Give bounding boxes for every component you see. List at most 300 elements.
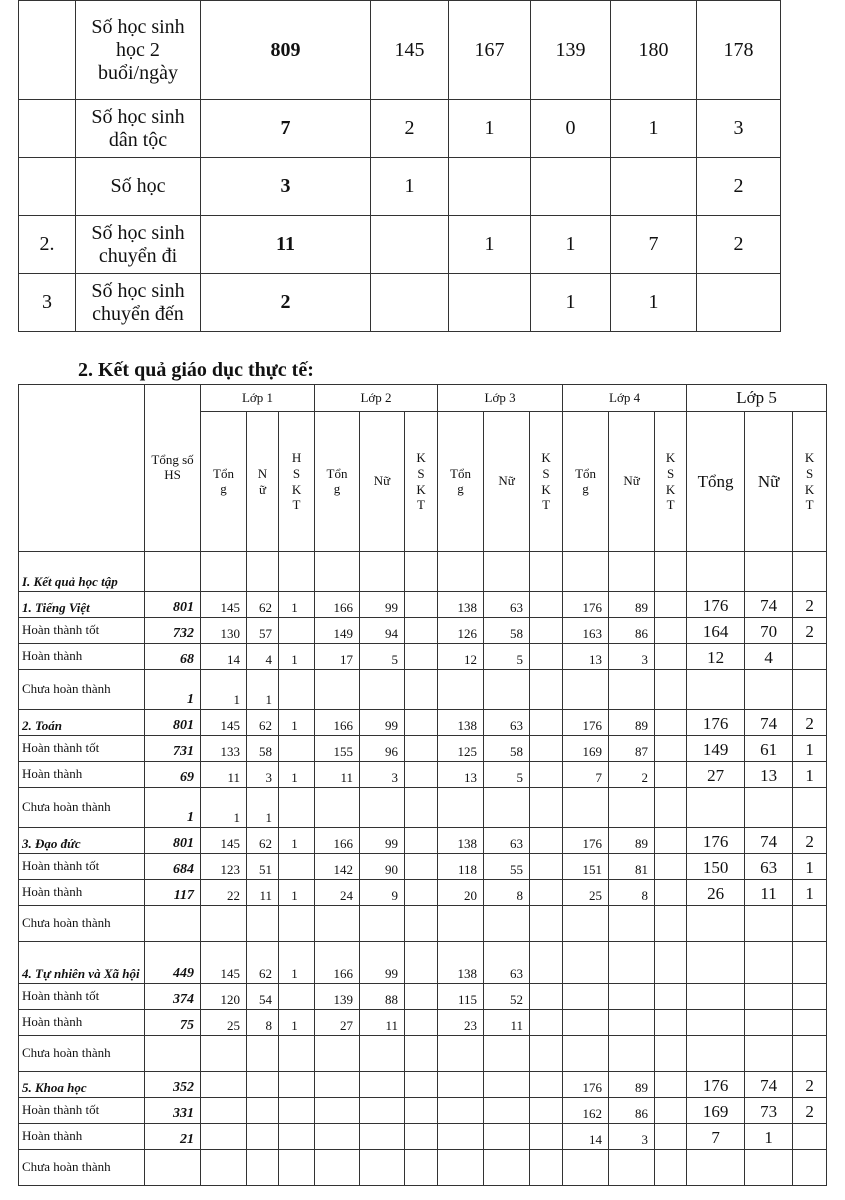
value-cell: 51: [247, 854, 279, 880]
value-cell: [563, 1150, 609, 1186]
grade-3-header: Lớp 3: [438, 385, 563, 412]
value-cell: 145: [201, 828, 247, 854]
subheader-cell: Nữ: [484, 412, 530, 552]
grade-value-cell: [449, 274, 531, 332]
value-cell: 176: [687, 592, 745, 618]
value-cell: 63: [484, 592, 530, 618]
subheader-cell: Nữ: [360, 412, 405, 552]
total-cell: 352: [145, 1072, 201, 1098]
value-cell: [405, 788, 438, 828]
value-cell: 62: [247, 592, 279, 618]
value-cell: [793, 552, 827, 592]
value-cell: [655, 880, 687, 906]
value-cell: [655, 906, 687, 942]
value-cell: 86: [609, 1098, 655, 1124]
row-label-cell: Hoàn thành: [19, 880, 145, 906]
value-cell: [315, 1036, 360, 1072]
value-cell: 58: [484, 618, 530, 644]
value-cell: [438, 1124, 484, 1150]
value-cell: 151: [563, 854, 609, 880]
value-cell: [530, 736, 563, 762]
value-cell: 13: [745, 762, 793, 788]
value-cell: 138: [438, 942, 484, 984]
value-cell: 120: [201, 984, 247, 1010]
value-cell: [247, 1150, 279, 1186]
value-cell: [655, 788, 687, 828]
value-cell: [530, 1124, 563, 1150]
total-cell: [145, 906, 201, 942]
value-cell: [438, 1098, 484, 1124]
value-cell: 27: [687, 762, 745, 788]
grade-1-header: Lớp 1: [201, 385, 315, 412]
value-cell: 11: [247, 880, 279, 906]
value-cell: [793, 670, 827, 710]
value-cell: [315, 1072, 360, 1098]
value-cell: [745, 942, 793, 984]
table-row: [19, 670, 827, 710]
table-row: [19, 942, 827, 984]
grade-4-header: Lớp 4: [563, 385, 687, 412]
table-row: [19, 1098, 827, 1124]
value-cell: [279, 1124, 315, 1150]
table-row: [19, 644, 827, 670]
value-cell: 63: [484, 710, 530, 736]
value-cell: 115: [438, 984, 484, 1010]
total-cell: [145, 552, 201, 592]
total-cell: 117: [145, 880, 201, 906]
total-cell: 449: [145, 942, 201, 984]
total-cell: 69: [145, 762, 201, 788]
grade-value-cell: [611, 158, 697, 216]
value-cell: [247, 1124, 279, 1150]
value-cell: 149: [687, 736, 745, 762]
education-results-table: [18, 384, 827, 1186]
row-number-cell: 3: [19, 274, 76, 332]
value-cell: [530, 828, 563, 854]
subheader-cell: H S K T: [279, 412, 315, 552]
table-row: [19, 1124, 827, 1150]
value-cell: [247, 1036, 279, 1072]
row-label-cell: I. Kết quả học tập: [19, 552, 145, 592]
value-cell: 27: [315, 1010, 360, 1036]
value-cell: 13: [563, 644, 609, 670]
row-number-cell: 2.: [19, 216, 76, 274]
value-cell: [360, 1098, 405, 1124]
value-cell: [655, 1150, 687, 1186]
value-cell: [360, 552, 405, 592]
value-cell: 1: [279, 762, 315, 788]
value-cell: 11: [315, 762, 360, 788]
value-cell: [745, 1010, 793, 1036]
value-cell: [438, 1150, 484, 1186]
value-cell: [405, 592, 438, 618]
value-cell: 2: [793, 1098, 827, 1124]
total-cell: 731: [145, 736, 201, 762]
row-label-cell: Hoàn thành: [19, 1124, 145, 1150]
value-cell: 1: [793, 762, 827, 788]
value-cell: 2: [793, 828, 827, 854]
value-cell: [655, 710, 687, 736]
row-label-cell: Hoàn thành: [19, 644, 145, 670]
total-students-header: Tổng số HS: [145, 385, 201, 552]
row-label-header: [19, 385, 145, 552]
value-cell: [405, 644, 438, 670]
value-cell: [405, 828, 438, 854]
value-cell: 145: [201, 710, 247, 736]
value-cell: 11: [360, 1010, 405, 1036]
value-cell: [484, 1150, 530, 1186]
value-cell: 5: [360, 644, 405, 670]
value-cell: [360, 788, 405, 828]
total-cell: 801: [145, 592, 201, 618]
value-cell: [655, 984, 687, 1010]
value-cell: [201, 1098, 247, 1124]
row-label-cell: Số học sinh dân tộc: [76, 100, 201, 158]
value-cell: [360, 1072, 405, 1098]
value-cell: [655, 1098, 687, 1124]
value-cell: 163: [563, 618, 609, 644]
value-cell: 14: [563, 1124, 609, 1150]
subheader-cell: K S K T: [655, 412, 687, 552]
grade-2-header: Lớp 2: [315, 385, 438, 412]
table-row: [19, 1036, 827, 1072]
value-cell: [530, 880, 563, 906]
value-cell: [484, 670, 530, 710]
total-cell: 801: [145, 710, 201, 736]
grade-value-cell: [449, 158, 531, 216]
table-row: [19, 984, 827, 1010]
subheader-cell: K S K T: [530, 412, 563, 552]
value-cell: 139: [315, 984, 360, 1010]
subheader-cell: K S K T: [793, 412, 827, 552]
value-cell: 25: [563, 880, 609, 906]
value-cell: [438, 670, 484, 710]
value-cell: [405, 1072, 438, 1098]
value-cell: [530, 1010, 563, 1036]
value-cell: 176: [687, 828, 745, 854]
value-cell: [405, 906, 438, 942]
value-cell: 74: [745, 710, 793, 736]
value-cell: [405, 1098, 438, 1124]
value-cell: 176: [687, 710, 745, 736]
value-cell: [405, 1150, 438, 1186]
value-cell: [530, 1150, 563, 1186]
value-cell: 90: [360, 854, 405, 880]
grade-value-cell: 1: [611, 100, 697, 158]
value-cell: [530, 854, 563, 880]
value-cell: [530, 644, 563, 670]
table-row: [19, 216, 781, 274]
value-cell: [687, 1150, 745, 1186]
value-cell: 23: [438, 1010, 484, 1036]
value-cell: [279, 854, 315, 880]
subheader-cell: Tổn g: [315, 412, 360, 552]
value-cell: 88: [360, 984, 405, 1010]
value-cell: [360, 670, 405, 710]
value-cell: 133: [201, 736, 247, 762]
value-cell: 166: [315, 710, 360, 736]
value-cell: [484, 906, 530, 942]
value-cell: [745, 552, 793, 592]
value-cell: [315, 1124, 360, 1150]
row-label-cell: Số học sinh chuyển đến: [76, 274, 201, 332]
grade-value-cell: 2: [697, 158, 781, 216]
value-cell: 89: [609, 592, 655, 618]
value-cell: [530, 1098, 563, 1124]
value-cell: [360, 1036, 405, 1072]
value-cell: [279, 1036, 315, 1072]
total-cell: 7: [201, 100, 371, 158]
value-cell: [609, 788, 655, 828]
subheader-cell: Tổn g: [438, 412, 484, 552]
value-cell: [405, 854, 438, 880]
value-cell: 2: [793, 1072, 827, 1098]
value-cell: [279, 906, 315, 942]
value-cell: [405, 736, 438, 762]
table-row: [19, 552, 827, 592]
value-cell: 11: [745, 880, 793, 906]
table-row: [19, 736, 827, 762]
value-cell: [745, 670, 793, 710]
total-cell: 75: [145, 1010, 201, 1036]
value-cell: [609, 552, 655, 592]
value-cell: 1: [279, 710, 315, 736]
row-label-cell: Hoàn thành tốt: [19, 618, 145, 644]
value-cell: [279, 618, 315, 644]
value-cell: 89: [609, 828, 655, 854]
subheader-cell: Tổn g: [201, 412, 247, 552]
value-cell: 24: [315, 880, 360, 906]
value-cell: [279, 1098, 315, 1124]
value-cell: 118: [438, 854, 484, 880]
value-cell: 57: [247, 618, 279, 644]
value-cell: 94: [360, 618, 405, 644]
value-cell: [405, 710, 438, 736]
value-cell: [279, 552, 315, 592]
grade-value-cell: 167: [449, 1, 531, 100]
value-cell: [563, 552, 609, 592]
grade-value-cell: 1: [611, 274, 697, 332]
table-row: [19, 274, 781, 332]
value-cell: [279, 1072, 315, 1098]
value-cell: 176: [563, 592, 609, 618]
value-cell: [563, 984, 609, 1010]
value-cell: 62: [247, 828, 279, 854]
row-label-cell: Hoàn thành: [19, 1010, 145, 1036]
value-cell: 142: [315, 854, 360, 880]
value-cell: 166: [315, 592, 360, 618]
value-cell: [484, 1124, 530, 1150]
value-cell: [655, 618, 687, 644]
table-row: [19, 828, 827, 854]
value-cell: [530, 670, 563, 710]
total-cell: 732: [145, 618, 201, 644]
value-cell: [793, 1150, 827, 1186]
value-cell: [405, 670, 438, 710]
table-row: [19, 710, 827, 736]
value-cell: [687, 906, 745, 942]
value-cell: [745, 788, 793, 828]
value-cell: [687, 552, 745, 592]
value-cell: 8: [484, 880, 530, 906]
value-cell: [793, 788, 827, 828]
value-cell: [405, 1036, 438, 1072]
value-cell: [655, 854, 687, 880]
value-cell: [687, 942, 745, 984]
value-cell: 138: [438, 828, 484, 854]
grade-value-cell: 139: [531, 1, 611, 100]
value-cell: [405, 762, 438, 788]
value-cell: 54: [247, 984, 279, 1010]
total-cell: 684: [145, 854, 201, 880]
value-cell: 162: [563, 1098, 609, 1124]
value-cell: 99: [360, 942, 405, 984]
grade-value-cell: [371, 216, 449, 274]
value-cell: 169: [563, 736, 609, 762]
value-cell: 126: [438, 618, 484, 644]
value-cell: [530, 1036, 563, 1072]
value-cell: [655, 736, 687, 762]
row-label-cell: Chưa hoàn thành: [19, 906, 145, 942]
subheader-cell: Nữ: [609, 412, 655, 552]
subheader-cell: K S K T: [405, 412, 438, 552]
table-row: [19, 880, 827, 906]
grade-value-cell: [531, 158, 611, 216]
value-cell: 4: [247, 644, 279, 670]
value-cell: 55: [484, 854, 530, 880]
value-cell: 123: [201, 854, 247, 880]
value-cell: 89: [609, 710, 655, 736]
value-cell: 3: [247, 762, 279, 788]
value-cell: 74: [745, 592, 793, 618]
value-cell: 1: [745, 1124, 793, 1150]
table-row: [19, 788, 827, 828]
value-cell: [655, 1036, 687, 1072]
table-row: [19, 100, 781, 158]
value-cell: [793, 1124, 827, 1150]
value-cell: [793, 1010, 827, 1036]
grade-value-cell: 1: [531, 274, 611, 332]
value-cell: 1: [279, 1010, 315, 1036]
total-cell: 374: [145, 984, 201, 1010]
value-cell: [609, 1036, 655, 1072]
value-cell: [687, 1036, 745, 1072]
value-cell: [247, 552, 279, 592]
row-label-cell: Hoàn thành tốt: [19, 1098, 145, 1124]
value-cell: 1: [247, 788, 279, 828]
table-row: [19, 1150, 827, 1186]
row-label-cell: Chưa hoàn thành: [19, 670, 145, 710]
value-cell: [655, 942, 687, 984]
subheader-cell: Tổn g: [563, 412, 609, 552]
table-row: [19, 158, 781, 216]
value-cell: [530, 942, 563, 984]
value-cell: [530, 906, 563, 942]
value-cell: [687, 1010, 745, 1036]
value-cell: 7: [687, 1124, 745, 1150]
value-cell: 22: [201, 880, 247, 906]
value-cell: 164: [687, 618, 745, 644]
value-cell: 1: [279, 828, 315, 854]
value-cell: 176: [687, 1072, 745, 1098]
value-cell: [438, 1036, 484, 1072]
grade-value-cell: [371, 274, 449, 332]
value-cell: 2: [609, 762, 655, 788]
value-cell: [405, 1124, 438, 1150]
value-cell: [405, 618, 438, 644]
grade-value-cell: 1: [449, 216, 531, 274]
value-cell: 7: [563, 762, 609, 788]
grade-value-cell: 2: [371, 100, 449, 158]
value-cell: [563, 1036, 609, 1072]
value-cell: 26: [687, 880, 745, 906]
value-cell: [201, 906, 247, 942]
value-cell: 1: [201, 670, 247, 710]
value-cell: [745, 1150, 793, 1186]
value-cell: 138: [438, 710, 484, 736]
value-cell: 8: [247, 1010, 279, 1036]
value-cell: [530, 618, 563, 644]
value-cell: [201, 552, 247, 592]
grade-value-cell: 7: [611, 216, 697, 274]
total-cell: 68: [145, 644, 201, 670]
value-cell: 63: [484, 942, 530, 984]
value-cell: [655, 1010, 687, 1036]
value-cell: 4: [745, 644, 793, 670]
subheader-cell: Nữ: [745, 412, 793, 552]
row-label-cell: 2. Toán: [19, 710, 145, 736]
value-cell: [484, 1072, 530, 1098]
value-cell: [530, 762, 563, 788]
value-cell: [745, 984, 793, 1010]
value-cell: [438, 788, 484, 828]
value-cell: [609, 670, 655, 710]
value-cell: [484, 1036, 530, 1072]
value-cell: [563, 942, 609, 984]
grade-value-cell: [697, 274, 781, 332]
value-cell: 20: [438, 880, 484, 906]
row-number-cell: [19, 100, 76, 158]
table-row: [19, 854, 827, 880]
row-label-cell: Số học sinh học 2 buổi/ngày: [76, 1, 201, 100]
value-cell: [655, 1072, 687, 1098]
value-cell: 166: [315, 828, 360, 854]
value-cell: 1: [279, 942, 315, 984]
value-cell: 125: [438, 736, 484, 762]
value-cell: [609, 1010, 655, 1036]
row-label-cell: Hoàn thành: [19, 762, 145, 788]
grade-value-cell: 2: [697, 216, 781, 274]
value-cell: 1: [279, 644, 315, 670]
value-cell: [201, 1150, 247, 1186]
table-row: [19, 1, 781, 100]
value-cell: [530, 788, 563, 828]
table-row: [19, 906, 827, 942]
grade-value-cell: 145: [371, 1, 449, 100]
total-cell: 21: [145, 1124, 201, 1150]
value-cell: [315, 788, 360, 828]
value-cell: [279, 670, 315, 710]
value-cell: 138: [438, 592, 484, 618]
student-count-table: [18, 0, 781, 332]
value-cell: 61: [745, 736, 793, 762]
value-cell: 11: [484, 1010, 530, 1036]
value-cell: [315, 906, 360, 942]
value-cell: 155: [315, 736, 360, 762]
value-cell: [655, 762, 687, 788]
value-cell: [438, 1072, 484, 1098]
value-cell: [563, 1010, 609, 1036]
